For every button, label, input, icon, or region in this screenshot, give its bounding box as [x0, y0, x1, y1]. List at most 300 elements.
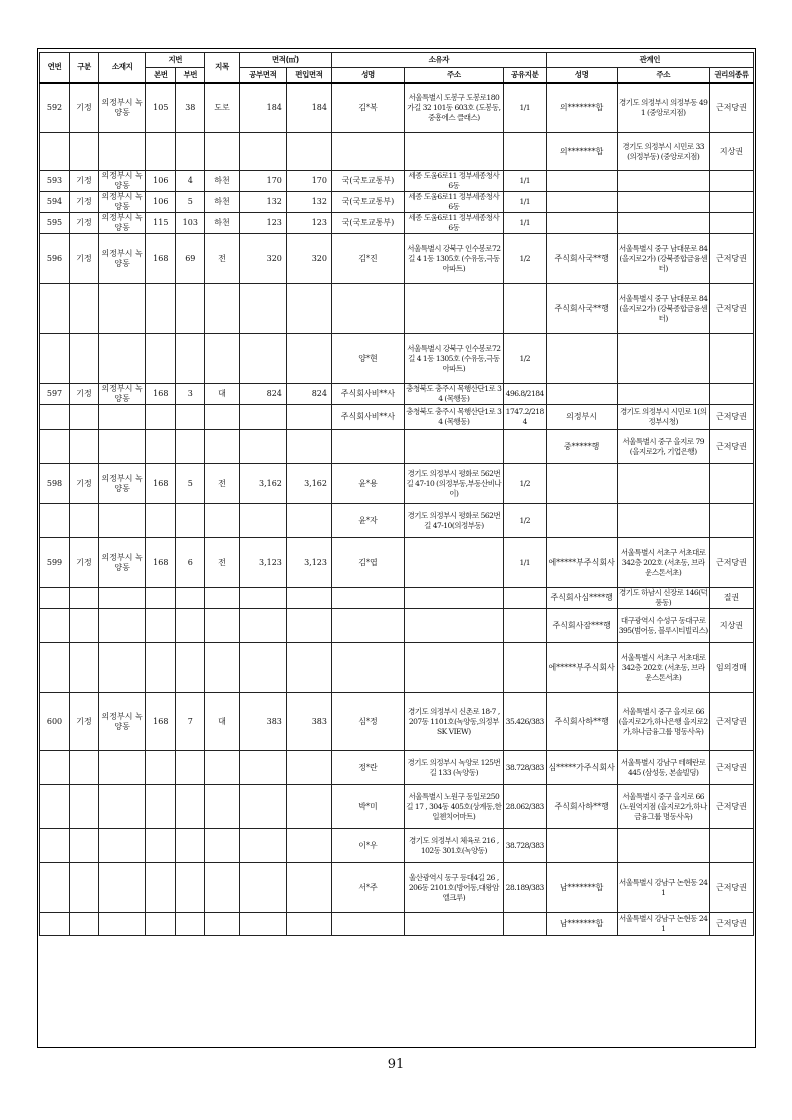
cell-owner-share: [503, 643, 546, 693]
cell-right-type: 지상권: [709, 609, 753, 643]
cell-area-public: 3,162: [239, 464, 286, 504]
cell-right-type: 질권: [709, 588, 753, 609]
cell-area-included: 184: [286, 83, 331, 133]
table-row: [40, 751, 754, 785]
col-lot-sub: 부번: [176, 68, 205, 83]
cell-owner-address: [404, 133, 503, 171]
cell-right-type: [709, 504, 753, 538]
cell-right-type: 근저당권: [709, 284, 753, 334]
col-land-type: 지목: [205, 53, 239, 83]
cell-serial: 598: [40, 464, 70, 504]
table-row: [40, 464, 754, 504]
cell-related-address: [617, 213, 709, 234]
col-related-name: 성명: [546, 68, 617, 83]
table-row: [40, 192, 754, 213]
cell-category: [70, 785, 99, 829]
cell-owner-share: [503, 284, 546, 334]
table-row: [40, 588, 754, 609]
cell-right-type: 근저당권: [709, 913, 753, 936]
cell-lot-main: [146, 829, 176, 863]
cell-serial: 596: [40, 234, 70, 284]
cell-lot-main: [146, 913, 176, 936]
cell-related-address: 서울특별시 중구 을지로 66(노원역지점 (을지로2가,하나금융그룹 명동사옥): [617, 785, 709, 829]
cell-related-address: 경기도 의정부시 시민로 33(의정부동) (중앙로지점): [617, 133, 709, 171]
cell-location: 의정부시 녹양동: [99, 83, 146, 133]
cell-serial: [40, 785, 70, 829]
cell-area-included: 320: [286, 234, 331, 284]
cell-related-name: 에*****부주식회사: [546, 643, 617, 693]
cell-related-address: [617, 384, 709, 405]
cell-area-included: [286, 430, 331, 464]
cell-serial: [40, 751, 70, 785]
col-location: 소재지: [99, 53, 146, 83]
table-row: [40, 430, 754, 464]
cell-related-name: 주식회사심****행: [546, 588, 617, 609]
cell-location: 의정부시 녹양동: [99, 234, 146, 284]
table-header: [40, 53, 754, 83]
table-row: [40, 284, 754, 334]
cell-owner-share: 1/1: [503, 538, 546, 588]
cell-category: 기정: [70, 693, 99, 751]
cell-land-type: 대: [205, 384, 239, 405]
cell-lot-sub: 4: [176, 171, 205, 192]
cell-related-address: [617, 464, 709, 504]
cell-related-name: [546, 334, 617, 384]
cell-lot-main: 105: [146, 83, 176, 133]
cell-serial: [40, 133, 70, 171]
cell-owner-name: [331, 913, 404, 936]
cell-area-public: 132: [239, 192, 286, 213]
cell-owner-address: 세종 도움6로11 정부세종청사 6동: [404, 171, 503, 192]
cell-serial: [40, 863, 70, 913]
cell-right-type: 근저당권: [709, 751, 753, 785]
cell-land-type: [205, 405, 239, 430]
cell-land-type: 전: [205, 538, 239, 588]
cell-location: [99, 133, 146, 171]
cell-location: 의정부시 녹양동: [99, 464, 146, 504]
cell-area-public: [239, 430, 286, 464]
cell-area-public: [239, 785, 286, 829]
cell-lot-sub: [176, 133, 205, 171]
cell-category: [70, 334, 99, 384]
cell-owner-address: 서울특별시 강북구 인수봉로72길 4 1동 1305호 (수유동,극동아파트): [404, 234, 503, 284]
cell-owner-address: [404, 609, 503, 643]
cell-land-type: 하천: [205, 171, 239, 192]
cell-category: 기정: [70, 213, 99, 234]
cell-related-address: 서울특별시 서초구 서초대로 342층 202호 (서초동, 브라운스톤서초): [617, 643, 709, 693]
col-area-public: 공부면적: [239, 68, 286, 83]
cell-right-type: 근저당권: [709, 863, 753, 913]
cell-serial: [40, 405, 70, 430]
cell-related-address: 경기도 의정부시 의정부동 491 (중앙로지점): [617, 83, 709, 133]
cell-lot-sub: [176, 588, 205, 609]
cell-serial: [40, 504, 70, 538]
cell-area-included: 123: [286, 213, 331, 234]
cell-owner-address: 울산광역시 동구 등대4길 26 , 206동 2101호(방어동,대왕암 엘크루): [404, 863, 503, 913]
cell-lot-sub: 7: [176, 693, 205, 751]
cell-owner-share: 1747.2/2184: [503, 405, 546, 430]
cell-area-public: [239, 829, 286, 863]
cell-location: [99, 643, 146, 693]
cell-owner-address: [404, 643, 503, 693]
cell-land-type: [205, 284, 239, 334]
cell-related-address: [617, 504, 709, 538]
table-row: [40, 538, 754, 588]
cell-serial: [40, 643, 70, 693]
cell-area-included: [286, 588, 331, 609]
cell-lot-sub: [176, 913, 205, 936]
cell-owner-address: 세종 도움6로11 정부세종청사 6동: [404, 192, 503, 213]
cell-right-type: 근저당권: [709, 83, 753, 133]
cell-owner-share: 38.728/383: [503, 751, 546, 785]
table-row: [40, 785, 754, 829]
col-right-type: 권리의종류: [709, 68, 753, 83]
cell-lot-sub: [176, 751, 205, 785]
cell-location: [99, 863, 146, 913]
cell-related-name: 심*****가주식회사: [546, 751, 617, 785]
cell-area-public: 383: [239, 693, 286, 751]
cell-lot-main: 168: [146, 384, 176, 405]
cell-owner-address: 서울특별시 노원구 동일로250길 17 , 304동 405호(상계동,한일첸치어마트): [404, 785, 503, 829]
cell-serial: [40, 284, 70, 334]
cell-category: 기정: [70, 464, 99, 504]
table-row: [40, 384, 754, 405]
cell-owner-name: 김*엽: [331, 538, 404, 588]
cell-related-name: [546, 464, 617, 504]
cell-owner-address: 서울특별시 도봉구 도봉로180가길 32 101동 603호 (도봉동,중흥에스 클래스): [404, 83, 503, 133]
cell-area-public: 170: [239, 171, 286, 192]
cell-lot-main: 168: [146, 538, 176, 588]
cell-location: 의정부시 녹양동: [99, 192, 146, 213]
cell-area-included: 824: [286, 384, 331, 405]
cell-category: [70, 863, 99, 913]
cell-location: [99, 334, 146, 384]
cell-category: [70, 588, 99, 609]
table-row: [40, 829, 754, 863]
cell-lot-main: [146, 284, 176, 334]
cell-lot-main: [146, 863, 176, 913]
table-row: [40, 405, 754, 430]
cell-lot-main: [146, 609, 176, 643]
cell-lot-sub: 5: [176, 192, 205, 213]
cell-right-type: 근저당권: [709, 538, 753, 588]
cell-lot-main: 106: [146, 171, 176, 192]
col-serial: 연번: [40, 53, 70, 83]
cell-owner-address: [404, 913, 503, 936]
cell-related-name: 주식회사하**행: [546, 785, 617, 829]
cell-owner-share: [503, 609, 546, 643]
cell-area-included: [286, 133, 331, 171]
cell-lot-sub: [176, 785, 205, 829]
cell-category: 기정: [70, 171, 99, 192]
cell-owner-share: 1/1: [503, 213, 546, 234]
cell-lot-main: 106: [146, 192, 176, 213]
cell-lot-sub: 3: [176, 384, 205, 405]
cell-area-public: [239, 405, 286, 430]
cell-area-included: [286, 609, 331, 643]
cell-related-name: 남*******합: [546, 863, 617, 913]
cell-owner-address: 경기도 의정부시 신촌로 18-7 , 207동 1101호(녹양동,의정부 SK VIEW): [404, 693, 503, 751]
cell-lot-main: [146, 334, 176, 384]
cell-related-name: 의*******합: [546, 83, 617, 133]
cell-right-type: 근저당권: [709, 785, 753, 829]
cell-location: [99, 430, 146, 464]
cell-land-type: [205, 430, 239, 464]
cell-lot-sub: 69: [176, 234, 205, 284]
cell-category: 기정: [70, 538, 99, 588]
cell-owner-name: 박*미: [331, 785, 404, 829]
cell-area-public: [239, 334, 286, 384]
cell-owner-name: 윤*용: [331, 464, 404, 504]
cell-serial: [40, 430, 70, 464]
cell-land-type: [205, 588, 239, 609]
cell-area-included: 132: [286, 192, 331, 213]
cell-right-type: [709, 171, 753, 192]
cell-category: [70, 751, 99, 785]
cell-owner-address: 세종 도움6로11 정부세종청사 6동: [404, 213, 503, 234]
cell-owner-share: [503, 133, 546, 171]
cell-area-public: [239, 751, 286, 785]
cell-area-public: 320: [239, 234, 286, 284]
cell-right-type: 지상권: [709, 133, 753, 171]
col-lot-main: 본번: [146, 68, 176, 83]
cell-right-type: 근저당권: [709, 234, 753, 284]
cell-location: [99, 284, 146, 334]
cell-area-public: 824: [239, 384, 286, 405]
cell-owner-address: 경기도 의정부시 체육로 216 , 102동 301호(녹양동): [404, 829, 503, 863]
cell-land-type: 도로: [205, 83, 239, 133]
cell-owner-name: [331, 284, 404, 334]
cell-related-name: [546, 829, 617, 863]
cell-area-public: [239, 643, 286, 693]
cell-lot-sub: 38: [176, 83, 205, 133]
cell-related-address: [617, 171, 709, 192]
table-row: [40, 643, 754, 693]
cell-owner-name: 양*현: [331, 334, 404, 384]
cell-owner-name: [331, 609, 404, 643]
cell-land-type: [205, 334, 239, 384]
cell-land-type: [205, 643, 239, 693]
cell-area-included: [286, 863, 331, 913]
cell-related-name: 에*****부주식회사: [546, 538, 617, 588]
cell-owner-name: 국(국토교통부): [331, 192, 404, 213]
table-row: [40, 83, 754, 133]
cell-lot-main: [146, 643, 176, 693]
cell-right-type: [709, 829, 753, 863]
cell-related-name: [546, 192, 617, 213]
cell-lot-main: 115: [146, 213, 176, 234]
cell-related-address: 서울특별시 강남구 테헤란로 445 (삼성동, 본솔빌딩): [617, 751, 709, 785]
cell-related-name: [546, 213, 617, 234]
cell-owner-address: [404, 284, 503, 334]
cell-related-address: [617, 192, 709, 213]
cell-owner-name: 김*진: [331, 234, 404, 284]
cell-owner-share: 496.8/2184: [503, 384, 546, 405]
cell-serial: 594: [40, 192, 70, 213]
cell-category: [70, 609, 99, 643]
cell-right-type: 근저당권: [709, 693, 753, 751]
cell-serial: [40, 334, 70, 384]
cell-related-address: 서울특별시 중구 을지로 66(을지로2가,하나은행 을지로2가,하나금융그룹 명동사옥): [617, 693, 709, 751]
cell-owner-share: 1/2: [503, 464, 546, 504]
cell-category: [70, 133, 99, 171]
cell-lot-sub: [176, 609, 205, 643]
cell-lot-main: 168: [146, 464, 176, 504]
cell-owner-name: [331, 588, 404, 609]
cell-related-address: 서울특별시 중구 남대문로 84 (을지로2가) (강북종합금융센터): [617, 284, 709, 334]
col-owner-name: 성명: [331, 68, 404, 83]
cell-area-included: [286, 405, 331, 430]
cell-area-public: 123: [239, 213, 286, 234]
cell-land-type: 대: [205, 693, 239, 751]
cell-right-type: [709, 384, 753, 405]
col-owner-share: 공유지분: [503, 68, 546, 83]
cell-owner-share: [503, 913, 546, 936]
cell-lot-sub: [176, 863, 205, 913]
cell-area-included: 3,162: [286, 464, 331, 504]
cell-category: [70, 430, 99, 464]
cell-owner-name: 김*복: [331, 83, 404, 133]
table-row: [40, 171, 754, 192]
table-row: [40, 334, 754, 384]
col-owner: 소유자: [331, 53, 546, 68]
cell-owner-share: 1/1: [503, 171, 546, 192]
table-row: [40, 504, 754, 538]
col-owner-address: 주소: [404, 68, 503, 83]
cell-lot-sub: [176, 430, 205, 464]
cell-location: 의정부시 녹양동: [99, 538, 146, 588]
cell-owner-name: 주식회사비**사: [331, 384, 404, 405]
table-row: [40, 863, 754, 913]
cell-related-name: 주식회사하**행: [546, 693, 617, 751]
cell-lot-main: [146, 785, 176, 829]
cell-lot-sub: [176, 504, 205, 538]
cell-related-name: 주식회사국**행: [546, 234, 617, 284]
cell-right-type: [709, 334, 753, 384]
cell-land-type: [205, 751, 239, 785]
cell-area-public: 184: [239, 83, 286, 133]
cell-category: 기정: [70, 83, 99, 133]
cell-land-type: [205, 829, 239, 863]
cell-category: 기정: [70, 384, 99, 405]
cell-land-type: [205, 504, 239, 538]
cell-area-public: [239, 588, 286, 609]
cell-land-type: [205, 133, 239, 171]
cell-serial: [40, 609, 70, 643]
cell-area-included: [286, 504, 331, 538]
cell-owner-name: 주식회사비**사: [331, 405, 404, 430]
cell-serial: 597: [40, 384, 70, 405]
cell-area-included: [286, 913, 331, 936]
cell-related-address: 경기도 하남시 신장로 146(덕풍동): [619, 588, 708, 607]
cell-right-type: 임의경매: [709, 643, 753, 693]
cell-location: [99, 504, 146, 538]
cell-right-type: [709, 464, 753, 504]
cell-category: 기정: [70, 192, 99, 213]
cell-owner-share: 38.728/383: [503, 829, 546, 863]
cell-location: 의정부시 녹양동: [99, 693, 146, 751]
cell-area-public: [239, 913, 286, 936]
cell-area-included: [286, 643, 331, 693]
cell-owner-name: 서*주: [331, 863, 404, 913]
cell-serial: [40, 588, 70, 609]
cell-location: [99, 609, 146, 643]
cell-land-type: 하천: [205, 213, 239, 234]
cell-owner-share: 1/2: [503, 334, 546, 384]
cell-lot-sub: 103: [176, 213, 205, 234]
cell-category: [70, 284, 99, 334]
cell-serial: [40, 913, 70, 936]
cell-land-type: [205, 913, 239, 936]
cell-lot-main: [146, 430, 176, 464]
cell-owner-name: 이*우: [331, 829, 404, 863]
cell-owner-share: 1/1: [503, 192, 546, 213]
cell-area-included: [286, 334, 331, 384]
cell-lot-sub: [176, 829, 205, 863]
cell-owner-address: [404, 588, 503, 609]
cell-related-address: 서울특별시 중구 을지로 79(을지로2가, 기업은행): [617, 430, 709, 464]
cell-lot-sub: [176, 334, 205, 384]
col-related-address: 주소: [617, 68, 709, 83]
cell-owner-share: 28.189/383: [503, 863, 546, 913]
cell-owner-share: 35.426/383: [503, 693, 546, 751]
cell-owner-address: 경기도 의정부시 녹양로 125번길 133 (녹양동): [404, 751, 503, 785]
cell-area-public: [239, 133, 286, 171]
cell-lot-sub: 5: [176, 464, 205, 504]
cell-lot-main: [146, 588, 176, 609]
cell-location: [99, 913, 146, 936]
cell-owner-name: [331, 643, 404, 693]
cell-category: [70, 829, 99, 863]
cell-owner-address: [404, 430, 503, 464]
cell-area-included: [286, 829, 331, 863]
table-row: [40, 133, 754, 171]
cell-area-included: 3,123: [286, 538, 331, 588]
cell-owner-address: [404, 538, 503, 588]
cell-area-public: 3,123: [239, 538, 286, 588]
cell-related-address: 서울특별시 서초구 서초대로 342층 202호 (서초동, 브라운스톤서초): [617, 538, 709, 588]
cell-category: [70, 643, 99, 693]
cell-owner-address: 서울특별시 강북구 인수봉로72길 4 1동 1305호 (수유동,극동아파트): [404, 334, 503, 384]
cell-right-type: [709, 192, 753, 213]
table-row: [40, 213, 754, 234]
cell-location: 의정부시 녹양동: [99, 171, 146, 192]
cell-area-included: 383: [286, 693, 331, 751]
cell-related-name: [546, 504, 617, 538]
cell-related-address: 대구광역시 수성구 동대구로 395(범어동, 블루시티빌리스): [617, 609, 709, 643]
cell-location: 의정부시 녹양동: [99, 213, 146, 234]
cell-lot-main: 168: [146, 234, 176, 284]
cell-land-type: [205, 863, 239, 913]
cell-area-public: [239, 863, 286, 913]
cell-lot-sub: [176, 405, 205, 430]
page-number: 91: [387, 1057, 405, 1072]
cell-location: [99, 405, 146, 430]
cell-serial: 593: [40, 171, 70, 192]
col-related: 관계인: [546, 53, 753, 68]
cell-related-address: [617, 829, 709, 863]
cell-owner-address: 충청북도 충주시 목행산단1로 34 (목행동): [406, 384, 502, 403]
cell-owner-share: [503, 588, 546, 609]
cell-related-address: 경기도 의정부시 시민로 1(의정부시청): [617, 405, 709, 430]
cell-serial: 600: [40, 693, 70, 751]
cell-related-name: [546, 171, 617, 192]
cell-owner-share: [503, 430, 546, 464]
cell-owner-address: 경기도 의정부시 평화로 562번길 47-10(의정부동): [404, 504, 503, 538]
cell-owner-share: 1/2: [503, 234, 546, 284]
cell-right-type: 근저당권: [709, 430, 753, 464]
cell-area-included: [286, 751, 331, 785]
